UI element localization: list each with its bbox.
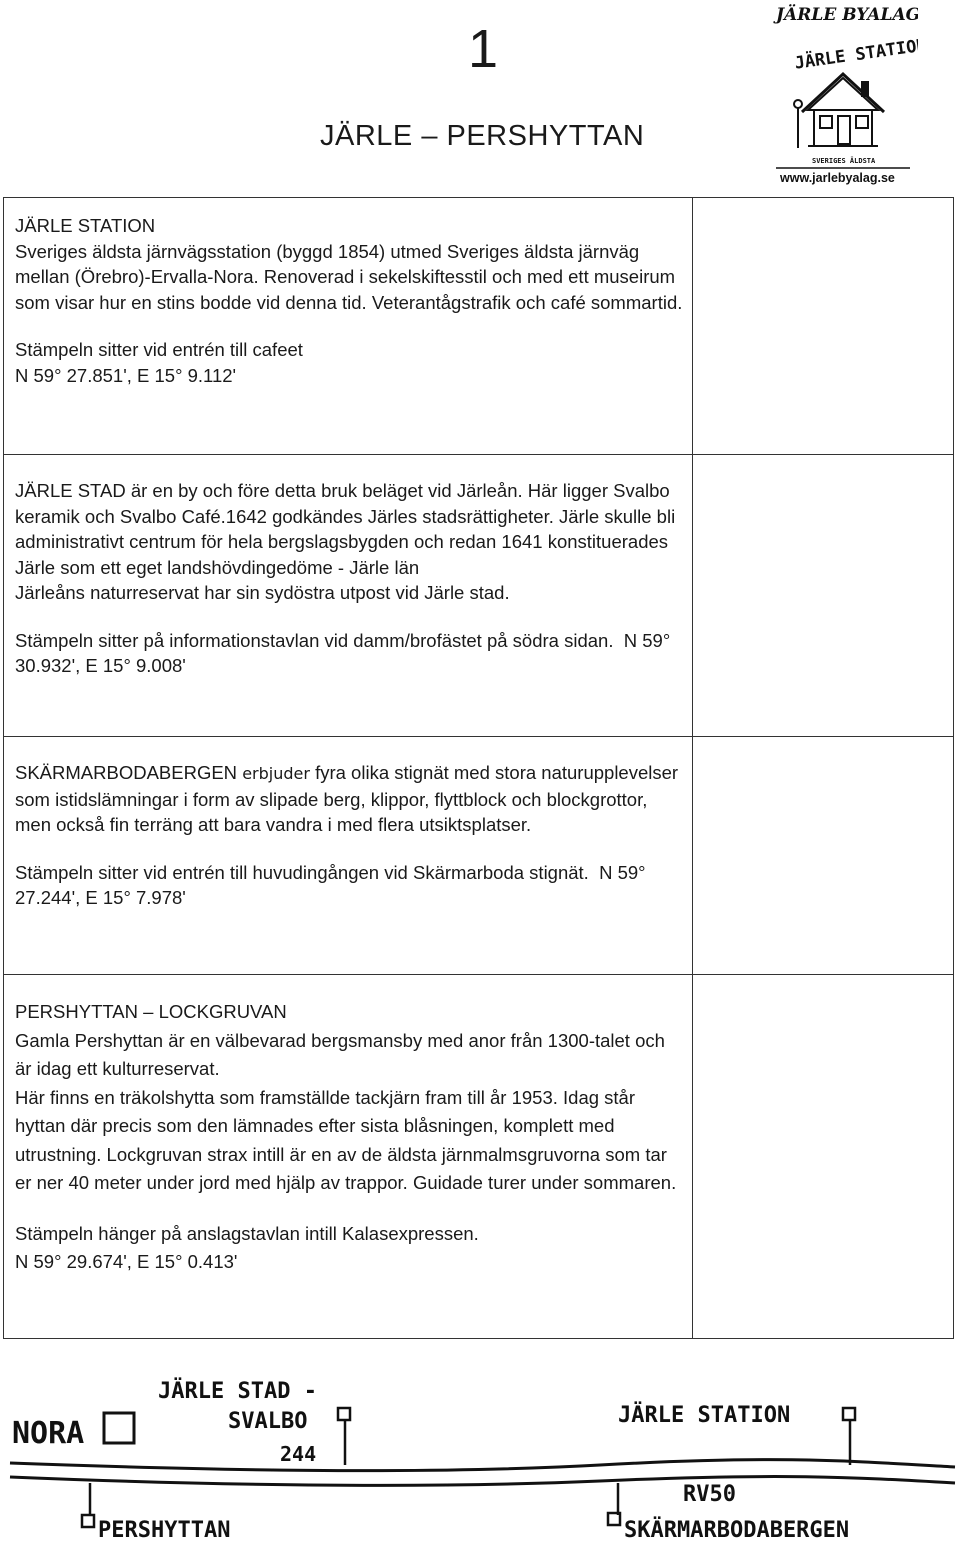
map-label-road-rv50: RV50 bbox=[683, 1482, 736, 1507]
logo-top-text: JÄRLE BYALAG bbox=[776, 5, 918, 25]
road-line bbox=[10, 1460, 955, 1471]
section-body-2: Här finns en träkolshytta som framställde tackjärn fram till år 1953. Idag står hyttan där precis som den lämnades efter sista blåsningen, komplett med utrustning. Lockgruvan strax intill är en av de äldsta järnmalmsgruvorna som tar er ner 40 meter under jord med hjälp av trappor. Guidade turer under sommaren. bbox=[15, 1086, 677, 1193]
stamp-location bbox=[15, 628, 685, 679]
svalbo-marker-icon bbox=[338, 1408, 350, 1420]
page-title: JÄRLE – PERSHYTTAN bbox=[320, 120, 645, 152]
map-label-pershyttan: PERSHYTTAN bbox=[98, 1518, 231, 1543]
section-body: JÄRLE STAD är en by och före detta bruk beläget vid Järleån. Här ligger Svalbo keramik och Svalbo Café.1642 godkändes Järles stadsrättigheter. Järle skulle bli administrativt centrum för hela bergslagsbygden och redan 1641 konstituerades Järle som ett eget landshövdingedöme - Järle län bbox=[15, 480, 676, 578]
stamp-text: Stämpeln sitter vid entrén till huvudingången vid Skärmarboda stignät. bbox=[15, 861, 589, 883]
section-heading: SKÄRMARBODABERGEN bbox=[15, 762, 238, 783]
row-divider bbox=[4, 454, 953, 455]
page-number: 1 bbox=[468, 19, 499, 79]
section-heading-suffix: erbjuder bbox=[242, 764, 310, 783]
jarle-byalag-logo bbox=[768, 0, 918, 188]
section-body-2: Järleåns naturreservat har sin sydöstra utpost vid Järle stad. bbox=[15, 582, 510, 603]
logo-ribbon-text: SVERIGES ÄLDSTA bbox=[812, 157, 876, 165]
column-divider bbox=[692, 198, 693, 1338]
map-label-jarle-station: JÄRLE STATION bbox=[618, 1403, 791, 1428]
section-skarmarbodabergen bbox=[15, 760, 685, 911]
logo-url: www.jarlebyalag.se bbox=[780, 171, 895, 185]
route-map bbox=[0, 1365, 960, 1549]
section-pershyttan bbox=[15, 998, 685, 1277]
station-marker-icon bbox=[843, 1408, 855, 1420]
gps-coordinates: N 59° 27.244', E 15° 7.978' bbox=[15, 861, 646, 908]
row-divider bbox=[4, 736, 953, 737]
section-body: Gamla Pershyttan är en välbevarad bergsmansby med anor från 1300-talet och är idag ett kulturreservat. bbox=[15, 1029, 665, 1079]
section-heading: JÄRLE STATION bbox=[15, 215, 156, 236]
logo-station-text: JÄRLE STATION bbox=[793, 35, 918, 74]
road-line bbox=[10, 1477, 955, 1486]
nora-marker-icon bbox=[104, 1413, 134, 1443]
section-jarle-stad bbox=[15, 478, 685, 679]
map-label-skarmarbodabergen: SKÄRMARBODABERGEN bbox=[624, 1518, 850, 1543]
pershyttan-marker-icon bbox=[82, 1515, 94, 1527]
stamp-location: Stämpeln hänger på anslagstavlan intill Kalasexpressen. bbox=[15, 1222, 479, 1244]
station-house-icon bbox=[794, 74, 884, 148]
gps-coordinates: N 59° 30.932', E 15° 9.008' bbox=[15, 629, 671, 676]
stamp-text: Stämpeln sitter på informationstavlan vid damm/brofästet på södra sidan. bbox=[15, 629, 614, 651]
row-divider bbox=[4, 974, 953, 975]
section-body bbox=[15, 760, 685, 838]
section-body: Sveriges äldsta järnvägsstation (byggd 1854) utmed Sveriges äldsta järnväg mellan (Örebro)-Ervalla-Nora. Renoverad i sekelskiftesstil och med ett museirum som visar hur en stins bodde vid denna tid. Veterantågstrafik och café sommartid. bbox=[15, 240, 683, 313]
map-label-svalbo: SVALBO bbox=[228, 1409, 308, 1434]
stamp-location: Stämpeln sitter vid entrén till cafeet bbox=[15, 339, 303, 360]
map-label-jarle-stad: JÄRLE STAD - bbox=[158, 1379, 317, 1404]
section-heading: PERSHYTTAN – LOCKGRUVAN bbox=[15, 1001, 287, 1022]
map-label-nora: NORA bbox=[12, 1416, 85, 1451]
gps-coordinates: N 59° 27.851', E 15° 9.112' bbox=[15, 364, 237, 386]
section-body-text: fyra olika stignät med stora naturupplevelser som istidslämningar i form av slipade berg, klippor, flyttblock och blockgrottor, men också fin terräng att bara vandra i med flera utsiktsplatser. bbox=[15, 762, 679, 835]
section-jarle-station bbox=[15, 213, 685, 388]
stamp-location bbox=[15, 860, 685, 911]
map-label-road-244: 244 bbox=[280, 1442, 317, 1466]
gps-coordinates: N 59° 29.674', E 15° 0.413' bbox=[15, 1251, 238, 1272]
